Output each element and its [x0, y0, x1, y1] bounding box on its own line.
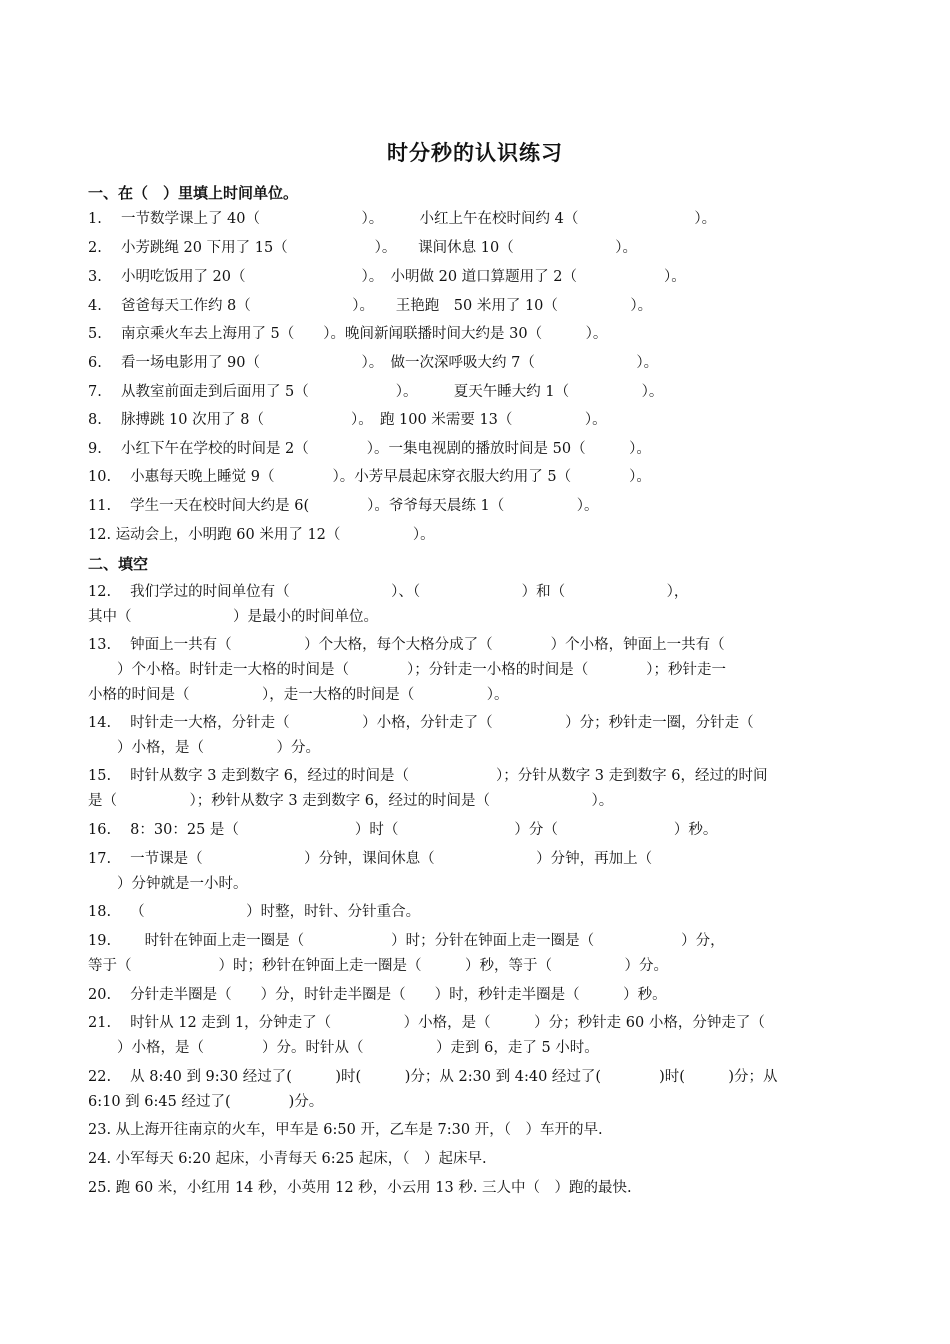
- question-line: 8. 脉搏跳 10 次用了 8（ ）。 跑 100 米需要 13（ ）。: [88, 412, 607, 428]
- question-line: 11. 学生一天在校时间大约是 6( ）。爷爷每天晨练 1（ ）。: [88, 498, 599, 514]
- question-line: ）小格，是（ ）分。时针从（ ）走到 6，走了 5 小时。: [88, 1040, 599, 1056]
- question-line: 4. 爸爸每天工作约 8（ ）。 王艳跑 50 米用了 10（ ）。: [88, 298, 653, 314]
- question-line: 是（ ）；秒针从数字 3 走到数字 6，经过的时间是（ ）。: [88, 793, 614, 809]
- question-line: 其中（ ）是最小的时间单位。: [88, 609, 378, 625]
- question-line: 12. 我们学过的时间单位有（ ）、（ ）和（ ），: [88, 584, 689, 600]
- question-line: 7. 从教室前面走到后面用了 5（ ）。 夏天午睡大约 1（ ）。: [88, 384, 664, 400]
- question-line: 18. （ ）时整，时针、分针重合。: [88, 904, 421, 920]
- question-line: 5. 南京乘火车去上海用了 5（ ）。晚间新闻联播时间大约是 30（ ）。: [88, 326, 608, 342]
- question-line: 15. 时针从数字 3 走到数字 6，经过的时间是（ ）；分针从数字 3 走到数字 6，经过的时间: [88, 768, 768, 784]
- question-line: 21. 时针从 12 走到 1，分钟走了（ ）小格，是（ ）分；秒针走 60 小格，分钟走了（: [88, 1015, 765, 1031]
- question-line: 14. 时针走一大格，分针走（ ）小格，分针走了（ ）分；秒针走一圈，分针走（: [88, 715, 754, 731]
- question-line: 小格的时间是（ ），走一大格的时间是（ ）。: [88, 687, 509, 703]
- question-line: ）小格，是（ ）分。: [88, 740, 320, 756]
- question-line: 10. 小惠每天晚上睡觉 9（ ）。小芳早晨起床穿衣服大约用了 5（ ）。: [88, 469, 651, 485]
- question-line: 2. 小芳跳绳 20 下用了 15（ ）。 课间休息 10（ ）。: [88, 240, 637, 256]
- section2-heading: 二、填空: [88, 555, 149, 573]
- question-line: 1. 一节数学课上了 40（ ）。 小红上午在校时间约 4（ ）。: [88, 211, 717, 227]
- question-line: 25. 跑 60 米，小红用 14 秒，小英用 12 秒，小云用 13 秒. 三人中（ ）跑的最快.: [88, 1180, 632, 1196]
- question-line: ）个小格。时针走一大格的时间是（ ）；分针走一小格的时间是（ ）；秒针走一: [88, 662, 726, 678]
- question-line: 12. 运动会上，小明跑 60 米用了 12（ ）。: [88, 527, 435, 543]
- question-line: 22. 从 8:40 到 9:30 经过了( )时( )分；从 2:30 到 4:40 经过了( )时( )分；从: [88, 1069, 778, 1085]
- question-line: 20. 分针走半圈是（ ）分，时针走半圈是（ ）时，秒针走半圈是（ ）秒。: [88, 987, 667, 1003]
- question-line: 3. 小明吃饭用了 20（ ）。 小明做 20 道口算题用了 2（ ）。: [88, 269, 686, 285]
- question-line: 9. 小红下午在学校的时间是 2（ ）。一集电视剧的播放时间是 50（ ）。: [88, 441, 651, 457]
- question-line: 13. 钟面上一共有（ ）个大格，每个大格分成了（ ）个小格，钟面上一共有（: [88, 637, 725, 653]
- question-line: 24. 小军每天 6:20 起床，小青每天 6:25 起床，（ ）起床早.: [88, 1151, 487, 1167]
- page-title: 时分秒的认识练习: [387, 141, 563, 165]
- question-line: 等于（ ）时；秒针在钟面上走一圈是（ ）秒，等于（ ）分。: [88, 958, 668, 974]
- question-line: 17. 一节课是（ ）分钟，课间休息（ ）分钟，再加上（: [88, 851, 653, 867]
- question-line: 6:10 到 6:45 经过了( )分。: [88, 1094, 324, 1110]
- question-line: 16. 8：30：25 是（ ）时（ ）分（ ）秒。: [88, 822, 718, 838]
- question-line: 23. 从上海开往南京的火车，甲车是 6:50 开，乙车是 7:30 开，（ ）车开的早.: [88, 1122, 603, 1138]
- question-line: 19. 时针在钟面上走一圈是（ ）时；分针在钟面上走一圈是（ ）分，: [88, 933, 725, 949]
- question-line: ）分钟就是一小时。: [88, 876, 248, 892]
- question-line: 6. 看一场电影用了 90（ ）。 做一次深呼吸大约 7（ ）。: [88, 355, 659, 371]
- section1-heading: 一、在（ ）里填上时间单位。: [88, 184, 299, 202]
